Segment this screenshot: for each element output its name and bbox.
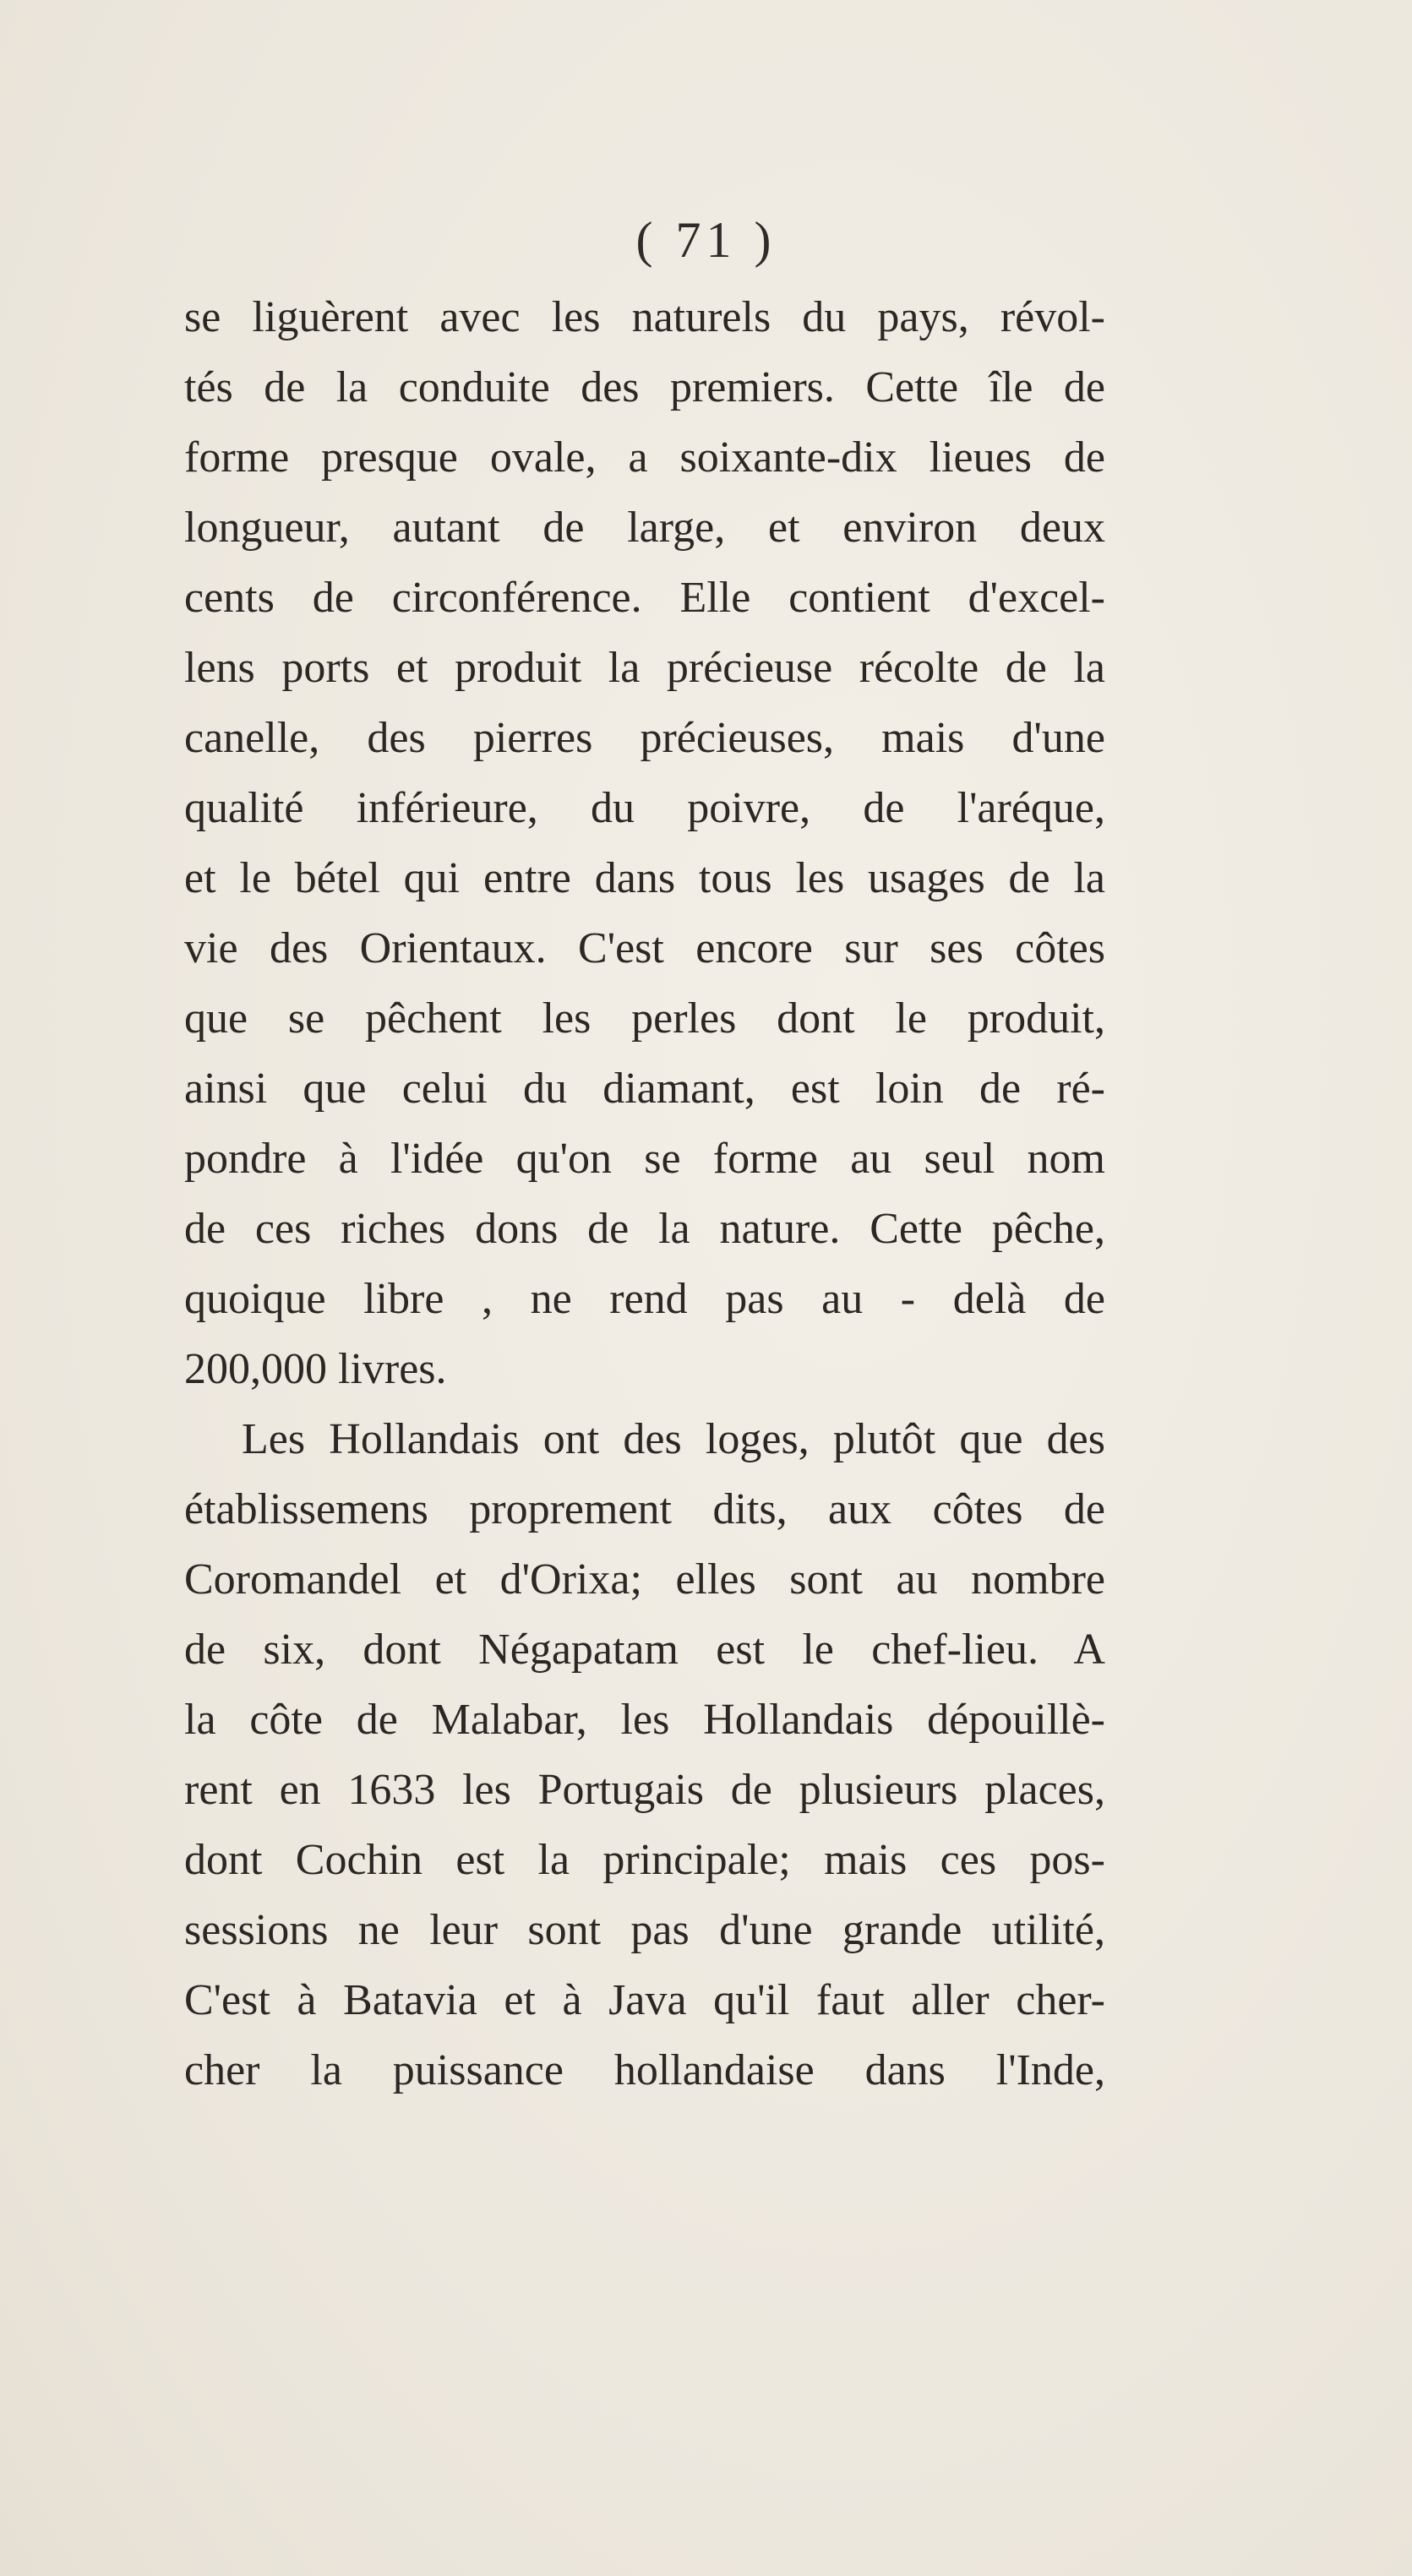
text-line: se liguèrent avec les naturels du pays, révol- (184, 293, 1105, 341)
text-line: établissemens proprement dits, aux côtes de (184, 1485, 1105, 1533)
text-line: C'est à Batavia et à Java qu'il faut aller cher- (184, 1976, 1105, 2024)
text-line: tés de la conduite des premiers. Cette île de (184, 363, 1105, 411)
text-line: qualité inférieure, du poivre, de l'aréque, (184, 784, 1105, 832)
text-line: forme presque ovale, a soixante-dix lieues de (184, 433, 1105, 482)
text-line: cents de circonférence. Elle contient d'excel- (184, 574, 1105, 622)
text-line: quoique libre , ne rend pas au - delà de (184, 1275, 1105, 1323)
text-line: Les Hollandais ont des loges, plutôt que des (242, 1415, 1105, 1463)
text-line: cher la puissance hollandaise dans l'Inde, (184, 2046, 1105, 2094)
text-line: lens ports et produit la précieuse récolte de la (184, 644, 1105, 692)
text-line: ainsi que celui du diamant, est loin de ré- (184, 1065, 1105, 1113)
text-line: que se pêchent les perles dont le produit, (184, 994, 1105, 1043)
text-line: et le bétel qui entre dans tous les usages de la (184, 854, 1105, 902)
paragraph-2 (184, 1404, 1105, 2105)
text-line: de ces riches dons de la nature. Cette pêche, (184, 1205, 1105, 1253)
text-line: rent en 1633 les Portugais de plusieurs places, (184, 1766, 1105, 1814)
paragraph-1 (184, 282, 1105, 1404)
text-line: la côte de Malabar, les Hollandais dépouillè- (184, 1696, 1105, 1744)
text-line: 200,000 livres. (184, 1345, 447, 1393)
text-line: dont Cochin est la principale; mais ces pos- (184, 1836, 1105, 1884)
text-line: de six, dont Négapatam est le chef-lieu. A (184, 1626, 1105, 1674)
page-number: ( 71 ) (635, 212, 777, 268)
text-line: sessions ne leur sont pas d'une grande utilité, (184, 1906, 1105, 1954)
text-line: pondre à l'idée qu'on se forme au seul nom (184, 1135, 1105, 1183)
text-line: longueur, autant de large, et environ deux (184, 504, 1105, 552)
text-line: vie des Orientaux. C'est encore sur ses côtes (184, 924, 1105, 972)
text-line: Coromandel et d'Orixa; elles sont au nombre (184, 1555, 1105, 1604)
body-text (184, 282, 1105, 2105)
text-line: canelle, des pierres précieuses, mais d'une (184, 714, 1105, 762)
